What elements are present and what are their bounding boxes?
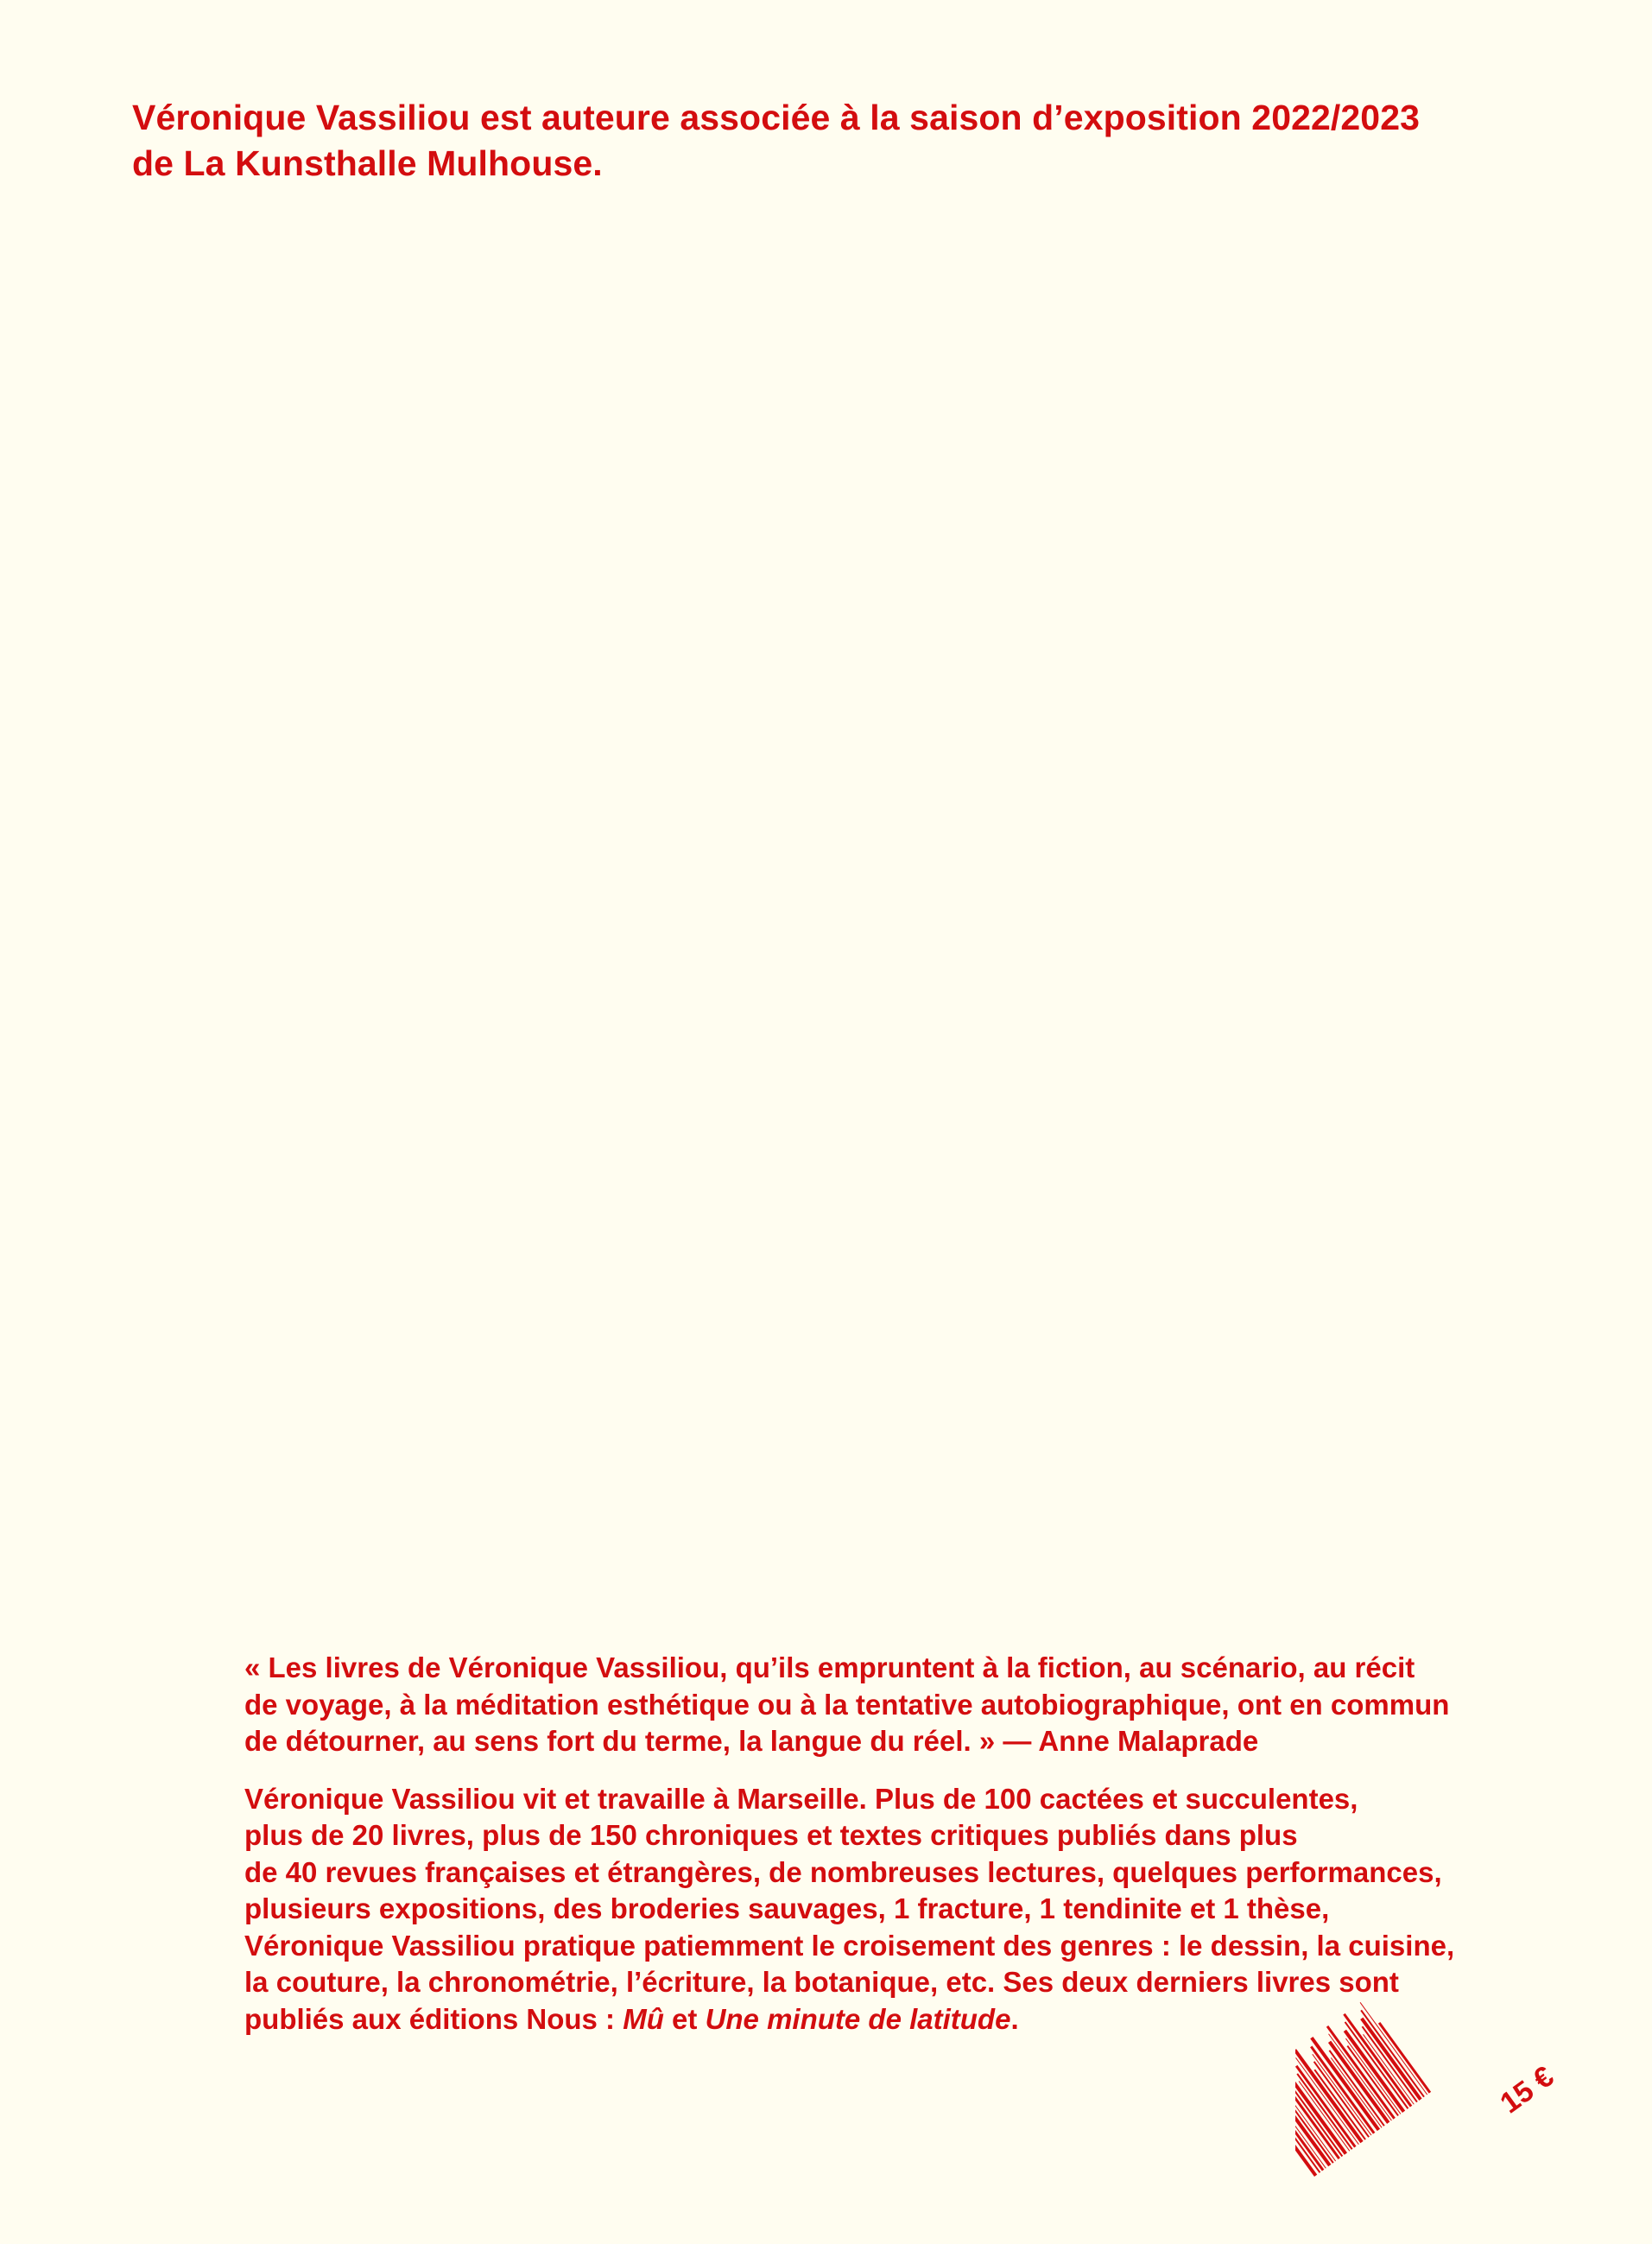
author-bio-line: Véronique Vassiliou vit et travaille à Marseille. Plus de 100 cactées et succulentes, (244, 1782, 1358, 1815)
associated-author-note (132, 95, 1566, 187)
barcode-graphic (1295, 1995, 1589, 2220)
barcode-price-tag (1295, 1995, 1589, 2220)
press-quote-line: de voyage, à la méditation esthétique ou à la tentative autobiographique, ont en commun (244, 1688, 1450, 1721)
associated-author-note-line-1: Véronique Vassiliou est auteure associée à la saison d’exposition 2022/2023 (132, 98, 1421, 137)
bio-last-prefix: publiés aux éditions Nous : (244, 2002, 623, 2035)
barcode-bar (1363, 2034, 1415, 2104)
author-bio-line: plusieurs expositions, des broderies sauvages, 1 fracture, 1 tendinite et 1 thèse, (244, 1892, 1330, 1924)
press-quote (244, 1650, 1557, 1760)
bio-connector: et (663, 2002, 706, 2035)
associated-author-note-line-2: de La Kunsthalle Mulhouse. (132, 143, 603, 183)
price-label: 15 € (1494, 2059, 1560, 2120)
back-cover-text (244, 1650, 1557, 2038)
author-bio-line: de 40 revues françaises et étrangères, de nombreuses lectures, quelques performances, (244, 1855, 1442, 1888)
book-title-mu: Mû (623, 2002, 664, 2035)
author-bio-line: Véronique Vassiliou pratique patiemment le croisement des genres : le dessin, la cuisine, (244, 1929, 1455, 1962)
book-title-une-minute-de-latitude: Une minute de latitude (705, 2002, 1011, 2035)
press-quote-line: « Les livres de Véronique Vassiliou, qu’ils empruntent à la fiction, au scénario, au récit (244, 1651, 1415, 1683)
author-bio-line: la couture, la chronométrie, l’écriture, la botanique, etc. Ses deux derniers livres sont (244, 1966, 1399, 1998)
author-bio-line: plus de 20 livres, plus de 150 chroniques et textes critiques publiés dans plus (244, 1819, 1298, 1851)
barcode-bars (1295, 2000, 1431, 2177)
press-quote-line: de détourner, au sens fort du terme, la langue du réel. » — Anne Malaprade (244, 1725, 1259, 1757)
barcode-bar (1360, 2018, 1421, 2101)
barcode-bar (1378, 2022, 1431, 2094)
bio-last-suffix: . (1010, 2002, 1019, 2035)
